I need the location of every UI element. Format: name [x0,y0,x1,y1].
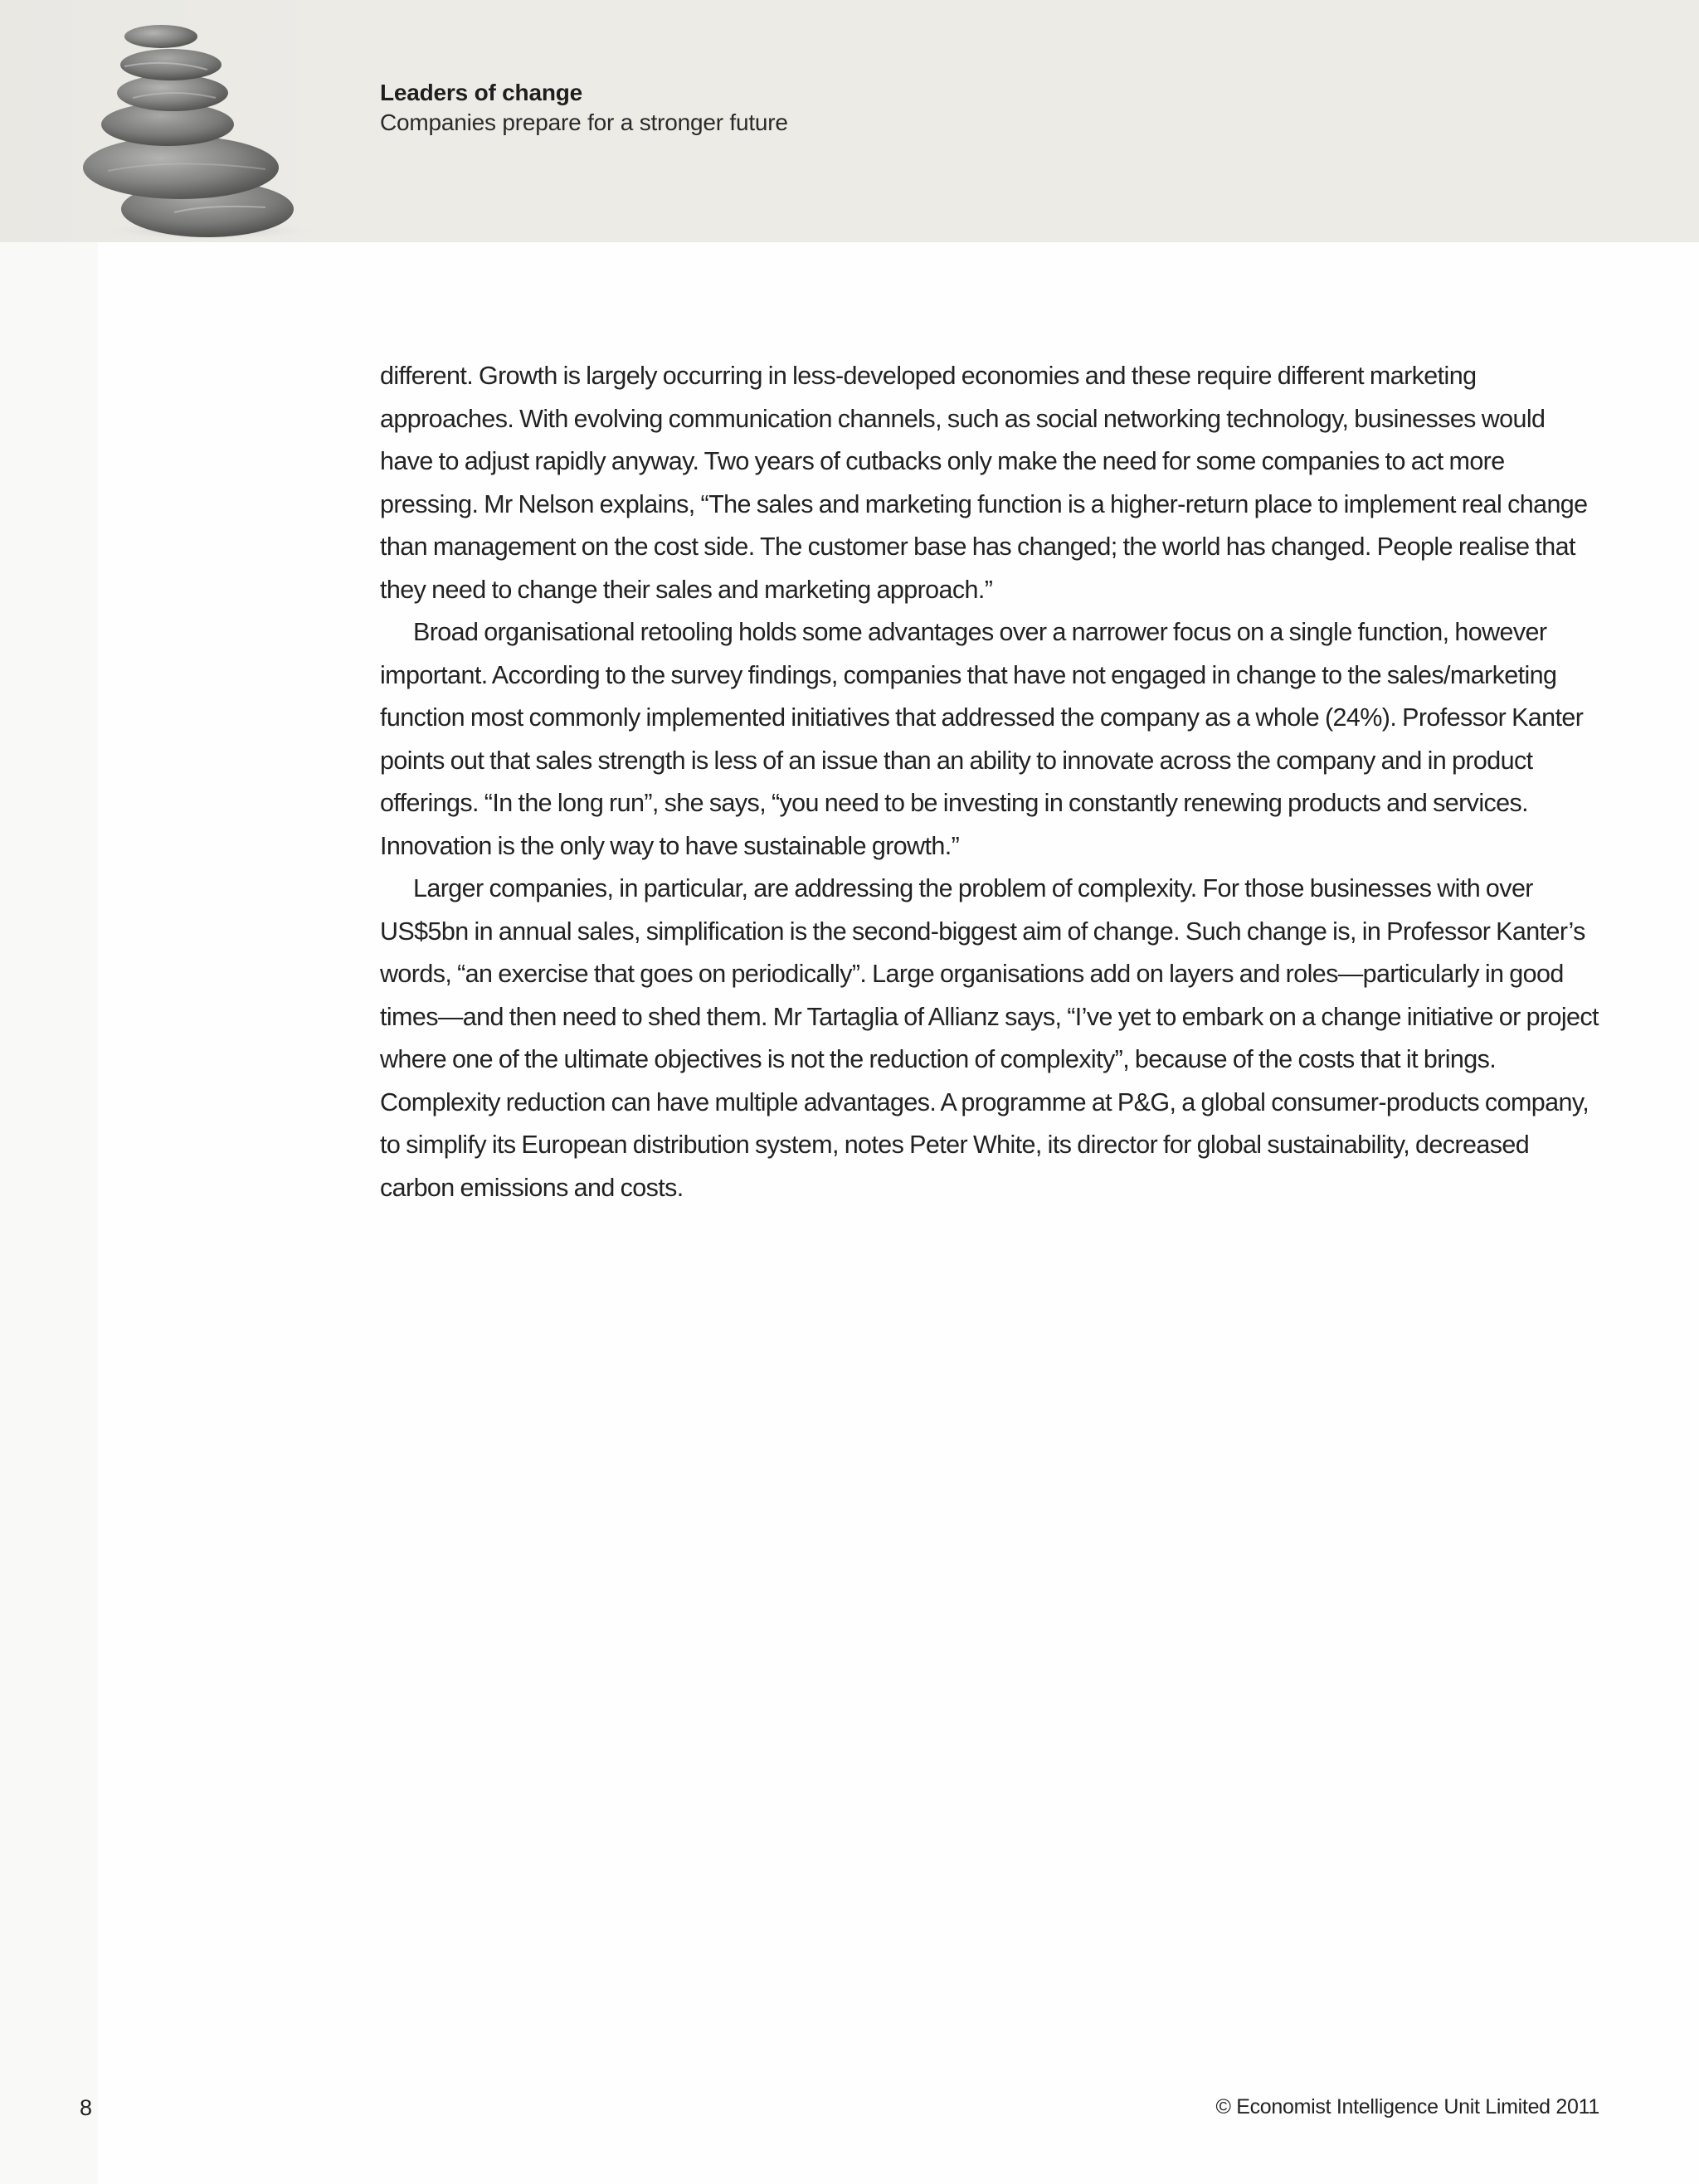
copyright-notice: © Economist Intelligence Unit Limited 2011 [1215,2095,1599,2118]
stacked-stones-image [75,17,315,242]
report-title: Leaders of change [380,80,583,105]
header-text-block [380,78,788,138]
body-paragraph: Larger companies, in particular, are addressing the problem of complexity. For those businesses with over US$5bn in annual sales, simplification is the second-biggest aim of change. Such change is, in Professor Kanter’s words, “an exercise that goes on periodically”. Large organisations add on layers and roles—particularly in good times—and then need to shed them. Mr Tartaglia of Allianz says, “I’ve yet to embark on a change initiative or project where one of the ultimate objectives is not the reduction of complexity”, because of the costs that it brings. Complexity reduction can have multiple advantages. A programme at P&G, a global consumer-products company, to simplify its European distribution system, notes Peter White, its director for global sustainability, decreased carbon emissions and costs. [380,874,1599,1202]
left-margin-strip [0,242,98,2184]
page-number: 8 [80,2095,93,2120]
body-paragraph: Broad organisational retooling holds some advantages over a narrower focus on a single function, however important. According to the survey findings, companies that have not engaged in change to the sales/marketing function most commonly implemented initiatives that addressed the company as a whole (24%). Professor Kanter points out that sales strength is less of an issue than an ability to innovate across the company and in product offerings. “In the long run”, she says, “you need to be investing in constantly renewing products and services. Innovation is the only way to have sustainable growth.” [380,618,1584,860]
report-subtitle: Companies prepare for a stronger future [380,109,788,135]
header-band [0,0,1699,242]
body-paragraph: different. Growth is largely occurring in less-developed economies and these require different marketing approaches. With evolving communication channels, such as social networking technology, businesses would have to adjust rapidly anyway. Two years of cutbacks only make the need for some companies to act more pressing. Mr Nelson explains, “The sales and marketing function is a higher-return place to implement real change than management on the cost side. The customer base has changed; the world has changed. People realise that they need to change their sales and marketing approach.” [380,362,1588,604]
article-body [380,355,1599,1209]
